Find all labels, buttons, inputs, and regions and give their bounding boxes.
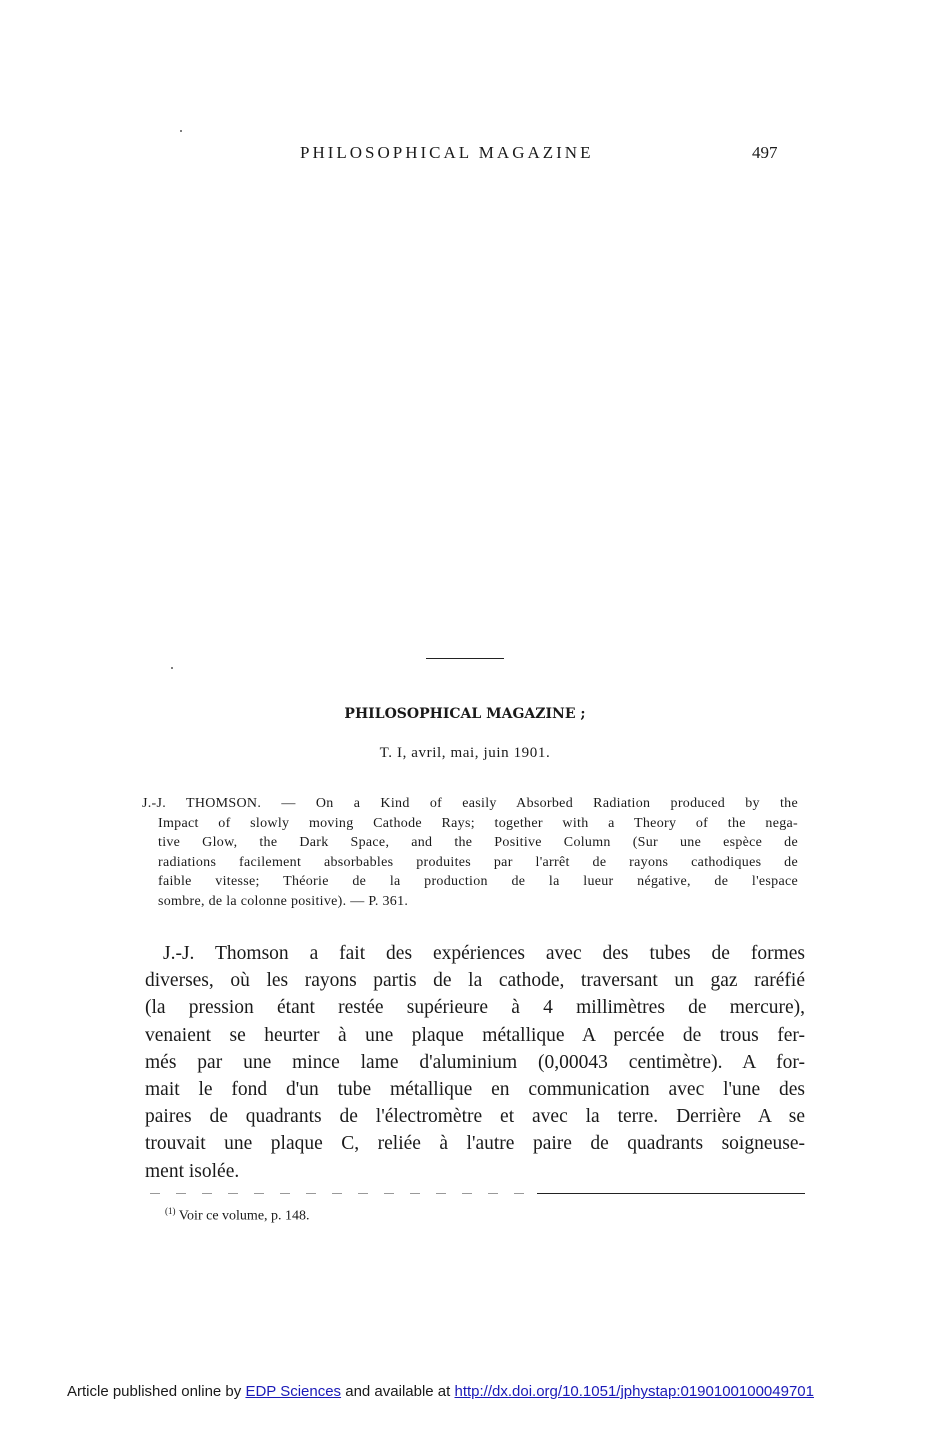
footnote xyxy=(165,1206,310,1225)
abstract-line: tive Glow, the Dark Space, and the Positive Column (Sur une espèce de xyxy=(158,835,798,850)
doi-link[interactable]: http://dx.doi.org/10.1051/jphystap:0190100100049701 xyxy=(454,1383,814,1400)
abstract-line: faible vitesse; Théorie de la production de la lueur négative, de l'espace xyxy=(158,874,798,889)
scan-speck xyxy=(171,667,173,669)
page-number: 497 xyxy=(752,143,778,162)
publisher-prefix: Article published online by xyxy=(67,1383,242,1400)
body-line: diverses, où les rayons partis de la cathode, traversant un gaz raréfié xyxy=(145,970,805,992)
body-line: J.-J. Thomson a fait des expériences avec des tubes de formes xyxy=(163,943,805,964)
body-line: mait le fond d'un tube métallique en communication avec l'une des xyxy=(145,1079,805,1101)
abstract-line: radiations facilement absorbables produites par l'arrêt de rayons cathodiques de xyxy=(158,854,798,870)
issue-line: T. I, avril, mai, juin 1901. xyxy=(379,745,551,761)
body-line: trouvait une plaque C, reliée à l'autre paire de quadrants soigneuse- xyxy=(145,1133,805,1155)
footnote-marker: (1) xyxy=(165,1206,176,1216)
publisher-notice xyxy=(67,1383,814,1400)
publisher-link[interactable]: EDP Sciences xyxy=(245,1383,342,1400)
body-line: venaient se heurter à une plaque métallique A percée de trous fer- xyxy=(145,1024,805,1046)
abstract-line: Impact of slowly moving Cathode Rays; together with a Theory of the nega- xyxy=(158,815,798,831)
footnote-rule xyxy=(537,1193,805,1194)
body-line: (la pression étant restée supérieure à 4 millimètres de mercure), xyxy=(145,997,805,1019)
footnote-rule-dashed xyxy=(150,1193,535,1194)
body-line: més par une mince lame d'aluminium (0,00043 centimètre). A for- xyxy=(145,1051,805,1073)
publisher-middle: and available at xyxy=(345,1383,451,1400)
abstract-line: sombre, de la colonne positive). — P. 361. xyxy=(158,893,409,909)
section-title: PHILOSOPHICAL MAGAZINE ; xyxy=(344,706,586,722)
scan-speck xyxy=(180,130,182,132)
body-line: paires de quadrants de l'électromètre et avec la terre. Derrière A se xyxy=(145,1106,805,1128)
section-divider xyxy=(426,658,504,659)
running-title: PHILOSOPHICAL MAGAZINE xyxy=(300,143,594,162)
body-line: ment isolée. xyxy=(145,1160,240,1182)
abstract-line: J.-J. THOMSON. — On a Kind of easily Absorbed Radiation produced by the xyxy=(142,796,798,811)
body-paragraph xyxy=(145,940,805,1185)
abstract-block xyxy=(142,794,798,911)
footnote-text: Voir ce volume, p. 148. xyxy=(178,1208,310,1224)
